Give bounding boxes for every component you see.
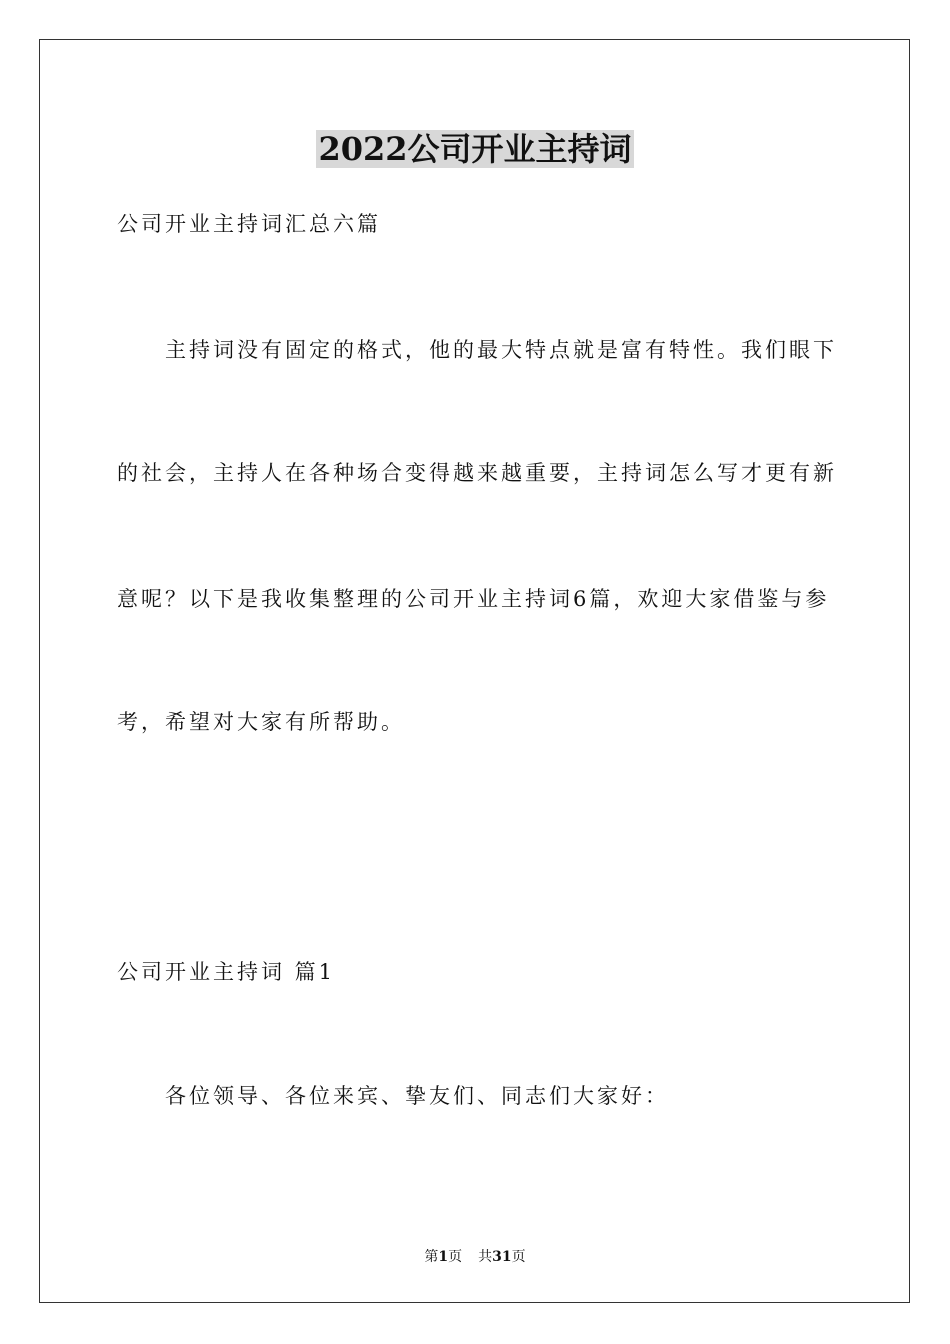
footer-page-prefix: 第 (424, 1249, 439, 1265)
intro-paragraph-line-3: 意呢？以下是我收集整理的公司开业主持词6篇，欢迎大家借鉴与参 (117, 587, 830, 611)
intro-paragraph-line-2: 的社会，主持人在各种场合变得越来越重要，主持词怎么写才更有新 (117, 461, 837, 485)
footer-total-pages: 31 (492, 1249, 512, 1265)
document-subtitle: 公司开业主持词汇总六篇 (117, 212, 381, 236)
section-heading: 公司开业主持词 篇1 (117, 960, 336, 984)
footer-page-suffix: 页 (448, 1249, 463, 1265)
document-title-text: 2022公司开业主持词 (318, 130, 632, 168)
intro-paragraph-line-1: 主持词没有固定的格式，他的最大特点就是富有特性。我们眼下 (165, 338, 837, 362)
intro-paragraph-line-4: 考，希望对大家有所帮助。 (117, 710, 405, 734)
page-footer (0, 1247, 950, 1267)
greeting-line: 各位领导、各位来宾、挚友们、同志们大家好： (165, 1084, 669, 1108)
document-title (0, 126, 950, 172)
footer-page-number: 1 (438, 1249, 449, 1265)
footer-total-prefix: 共 (478, 1249, 493, 1265)
footer-total-suffix: 页 (511, 1249, 526, 1265)
